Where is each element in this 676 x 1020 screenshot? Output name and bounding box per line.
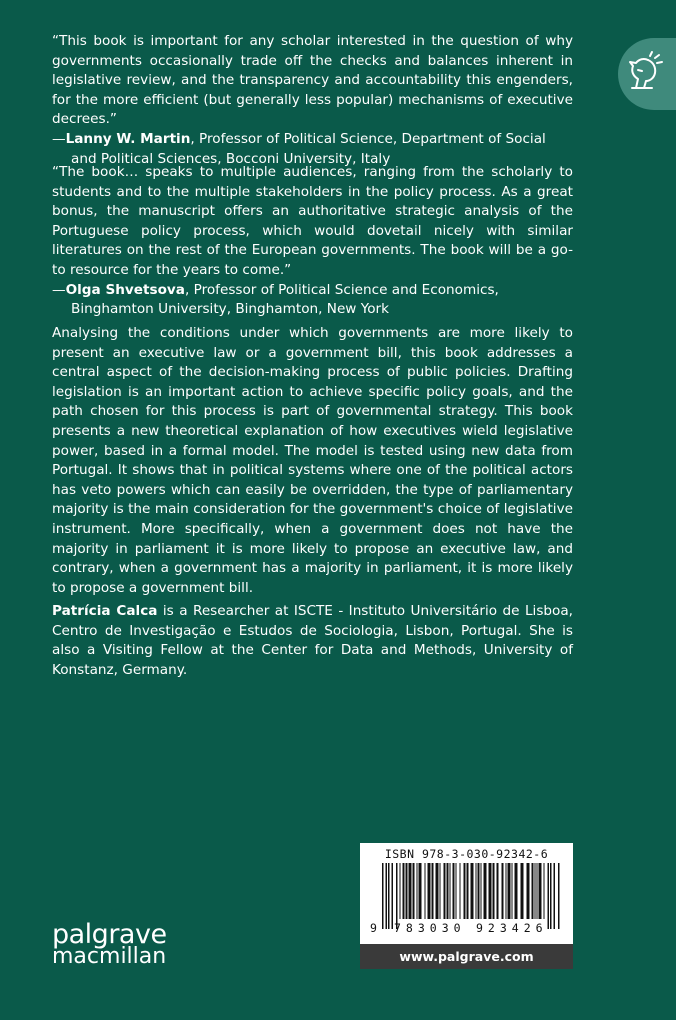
publisher-url: www.palgrave.com bbox=[360, 944, 573, 969]
ean-digit-group-right: 923426 bbox=[476, 921, 548, 935]
endorsement-quote-1 bbox=[52, 32, 573, 169]
endorser-name: Olga Shvetsova bbox=[65, 281, 185, 298]
quote-text: “The book… speaks to multiple audiences, ranging from the scholarly to students and to the multiple stakeholders in the policy process. As a great bonus, the manuscript offers an authoritative strategic analysis of the Portuguese policy process, which would dovetail nicely with similar literatures on the rest of the European governments. The book will be a go-to resource for the years to come.” bbox=[52, 164, 573, 278]
quote-attribution: —Olga Shvetsova, Professor of Political Science and Economics, Binghamton University, Binghamton, New York bbox=[52, 281, 499, 318]
ean-digit-group-left: 783030 bbox=[394, 921, 466, 935]
endorser-name: Lanny W. Martin bbox=[65, 130, 191, 147]
quote-attribution: —Lanny W. Martin, Professor of Political Science, Department of Social and Political Sciences, Bocconi University, Italy bbox=[52, 130, 546, 167]
endorsement-quote-2 bbox=[52, 163, 573, 320]
publisher-name-line2: macmillan bbox=[52, 944, 167, 969]
author-bio-text: is a Researcher at ISCTE - Instituto Universitário de Lisboa, Centro de Investigação e Estudos de Sociologia, Lisbon, Portugal. She is also a Visiting Fellow at the Center for Data and Methods, University of Konstanz, Germany. bbox=[52, 603, 574, 678]
endorser-affiliation: , Professor of Political Science, Department of Social and Political Sciences, Bocconi University, Italy bbox=[71, 130, 546, 167]
barcode-icon bbox=[382, 863, 562, 929]
publisher-logo-badge bbox=[618, 38, 676, 110]
isbn-label: ISBN 978-3-030-92342-6 bbox=[384, 847, 549, 861]
quote-text: “This book is important for any scholar interested in the question of why governments occasionally trade off the checks and balances inherent in legislative review, and the transparency and accountability this engenders, for the more efficient (but generally less popular) mechanisms of executive decrees.” bbox=[52, 33, 573, 128]
ean-digit-first: 9 bbox=[370, 921, 377, 935]
publisher-wordmark bbox=[52, 919, 167, 969]
publisher-name-line1: palgrave bbox=[52, 919, 167, 950]
author-name: Patrícia Calca bbox=[52, 603, 158, 619]
book-description: Analysing the conditions under which governments are more likely to present an executive law or a government bill, this book addresses a central aspect of the decision-making process of public policies. Drafting legislation is an important action to achieve specific policy goals, and the path chosen for this process is part of governmental strategy. This book presents a new theoretical explanation of how executives wield legislative power, based in a formal model. The model is tested using new data from Portugal. It shows that in political systems where one of the political actors has veto powers which can easily be overridden, the type of parliamentary majority is the main consideration for the government's choice of legislative instrument. More specifically, when a government does not have the majority in parliament it is more likely to propose an executive law, and contrary, when a government has a majority in parliament, it is more likely to propose a government bill. bbox=[52, 325, 573, 596]
springer-chess-knight-icon bbox=[622, 50, 668, 96]
isbn-barcode-box bbox=[360, 843, 573, 969]
endorser-affiliation: , Professor of Political Science and Economics, Binghamton University, Binghamton, New York bbox=[71, 281, 499, 318]
author-bio bbox=[52, 602, 573, 680]
